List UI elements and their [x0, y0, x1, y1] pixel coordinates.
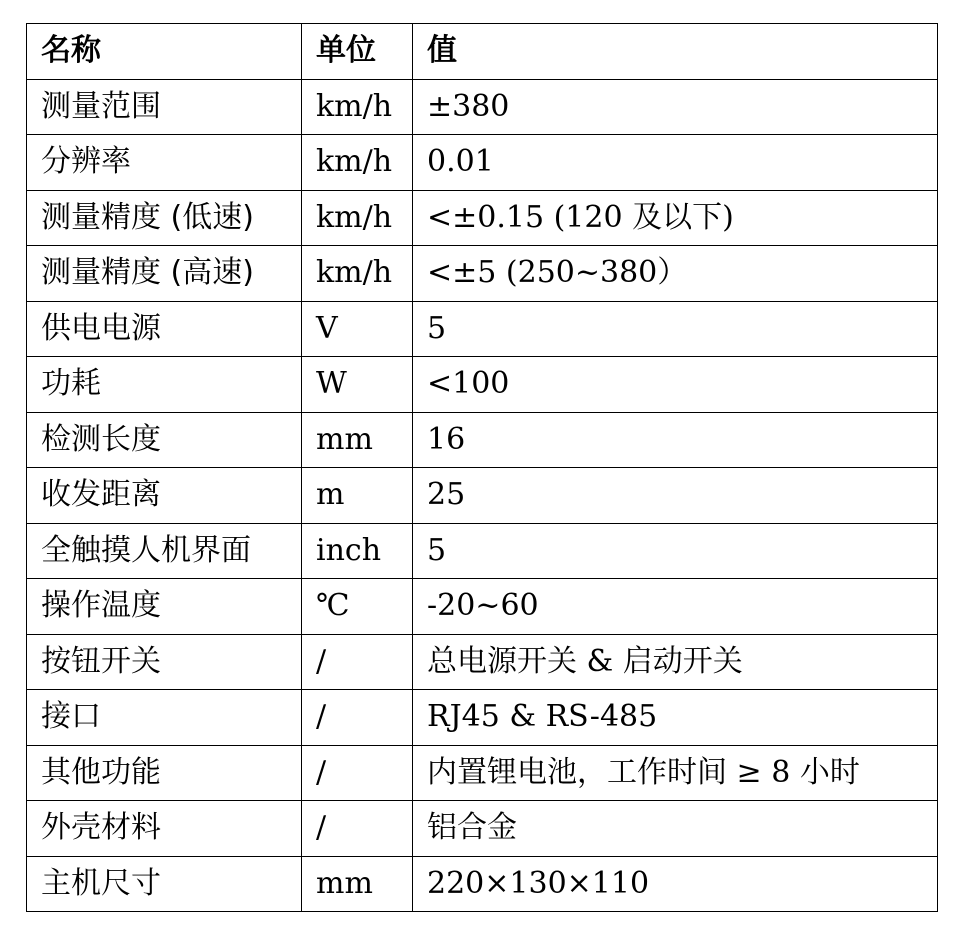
cell-name: 测量范围: [27, 79, 302, 135]
cell-unit: mm: [302, 412, 413, 468]
cell-name: 外壳材料: [27, 801, 302, 857]
table-body: [27, 79, 938, 912]
table-row: [27, 301, 938, 357]
cell-name: 按钮开关: [27, 634, 302, 690]
cell-unit: km/h: [302, 246, 413, 302]
cell-value: <±5 (250~380）: [413, 246, 938, 302]
cell-unit: inch: [302, 523, 413, 579]
cell-unit: ℃: [302, 579, 413, 635]
header-name: 名称: [27, 24, 302, 80]
cell-unit: /: [302, 690, 413, 746]
cell-unit: /: [302, 745, 413, 801]
cell-name: 操作温度: [27, 579, 302, 635]
cell-value: RJ45 & RS-485: [413, 690, 938, 746]
cell-value: 5: [413, 523, 938, 579]
table-row: [27, 690, 938, 746]
cell-name: 分辨率: [27, 135, 302, 191]
cell-unit: km/h: [302, 190, 413, 246]
cell-name: 主机尺寸: [27, 856, 302, 912]
cell-name: 收发距离: [27, 468, 302, 524]
table-row: [27, 190, 938, 246]
spec-table: [26, 23, 938, 912]
cell-unit: km/h: [302, 135, 413, 191]
table-row: [27, 135, 938, 191]
table-row: [27, 634, 938, 690]
table-header: [27, 24, 938, 80]
cell-value: 0.01: [413, 135, 938, 191]
cell-name: 全触摸人机界面: [27, 523, 302, 579]
table-row: [27, 745, 938, 801]
cell-value: 5: [413, 301, 938, 357]
cell-unit: m: [302, 468, 413, 524]
cell-name: 测量精度 (低速): [27, 190, 302, 246]
cell-value: <±0.15 (120 及以下): [413, 190, 938, 246]
table-row: [27, 412, 938, 468]
cell-value: 铝合金: [413, 801, 938, 857]
cell-unit: /: [302, 634, 413, 690]
table-row: [27, 79, 938, 135]
table-row: [27, 246, 938, 302]
cell-value: 16: [413, 412, 938, 468]
cell-name: 检测长度: [27, 412, 302, 468]
cell-value: 220×130×110: [413, 856, 938, 912]
cell-value: 总电源开关 & 启动开关: [413, 634, 938, 690]
cell-name: 其他功能: [27, 745, 302, 801]
table-row: [27, 579, 938, 635]
table-row: [27, 523, 938, 579]
header-unit: 单位: [302, 24, 413, 80]
cell-unit: mm: [302, 856, 413, 912]
cell-unit: /: [302, 801, 413, 857]
cell-unit: W: [302, 357, 413, 413]
table-row: [27, 357, 938, 413]
cell-value: ±380: [413, 79, 938, 135]
table-row: [27, 468, 938, 524]
cell-value: -20~60: [413, 579, 938, 635]
cell-value: 内置锂电池，工作时间 ≥ 8 小时: [413, 745, 938, 801]
cell-value: 25: [413, 468, 938, 524]
table-row: [27, 801, 938, 857]
cell-name: 测量精度 (高速): [27, 246, 302, 302]
header-row: [27, 24, 938, 80]
cell-value: <100: [413, 357, 938, 413]
cell-name: 供电电源: [27, 301, 302, 357]
header-value: 值: [413, 24, 938, 80]
cell-name: 功耗: [27, 357, 302, 413]
cell-unit: km/h: [302, 79, 413, 135]
cell-name: 接口: [27, 690, 302, 746]
table-row: [27, 856, 938, 912]
cell-unit: V: [302, 301, 413, 357]
